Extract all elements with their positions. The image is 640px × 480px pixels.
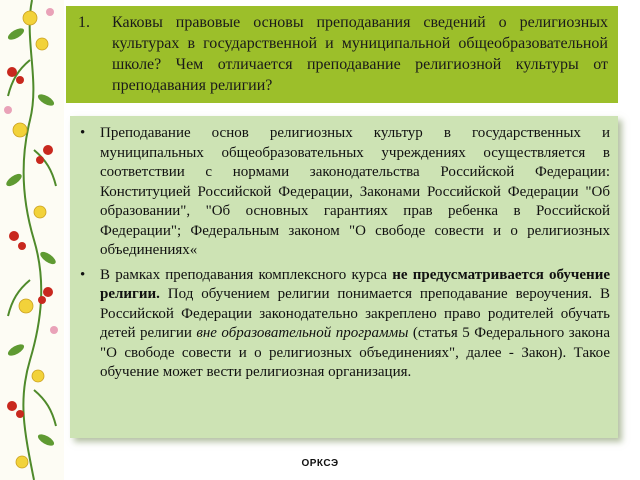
floral-border-decoration [0, 0, 64, 480]
floral-border-icon [0, 0, 64, 480]
bullet-list [80, 124, 610, 383]
slide-footer: ОРКСЭ [301, 458, 339, 469]
bullet-text-italic: вне образовательной программы [196, 325, 409, 341]
bullet-icon: • [80, 266, 86, 283]
slide-title-box [66, 6, 618, 103]
bullet-text-part-3: (статья 5 Федерального закона "О свободе совести и о религиозных объединениях", далее - Закон). Такое обучение может вести религиозная организация. [100, 325, 610, 380]
slide-content-box [70, 116, 618, 438]
bullet-text-bold: не предусматривается обучение религии. [100, 266, 610, 302]
bullet-text-part-2: Под обучением религии понимается преподавание вероучения. В Российской Федерации законодательно закреплено право родителей обучать детей религии [100, 286, 610, 341]
bullet-text-legal-basis: Преподавание основ религиозных культур в государственных и муниципальных общеобразовательных учреждениях осуществляется в соответствии с нормами законодательства Российской Федерации: Конституцией Российской Федерации, Законами Российской Федерации "Об образовании", "Об основных гарантиях прав ребенка в Российской Федерации"; Федеральным законом "О свободе совести и о религиозных объединениях« [100, 125, 610, 258]
bullet-item-religion-teaching [80, 266, 610, 383]
title-number: 1. [78, 14, 90, 31]
slide-title: Каковы правовые основы преподавания сведений о религиозных культурах в государственной и муниципальной общеобразовательной школе? Чем отличается преподавание религиозной культуры от преподавания религии? [112, 14, 608, 94]
bullet-item-legal-basis [80, 124, 610, 261]
bullet-icon: • [80, 125, 86, 141]
bullet-text-part-1: В рамках преподавания комплексного курса [100, 266, 393, 283]
slide-title-row [78, 12, 608, 96]
